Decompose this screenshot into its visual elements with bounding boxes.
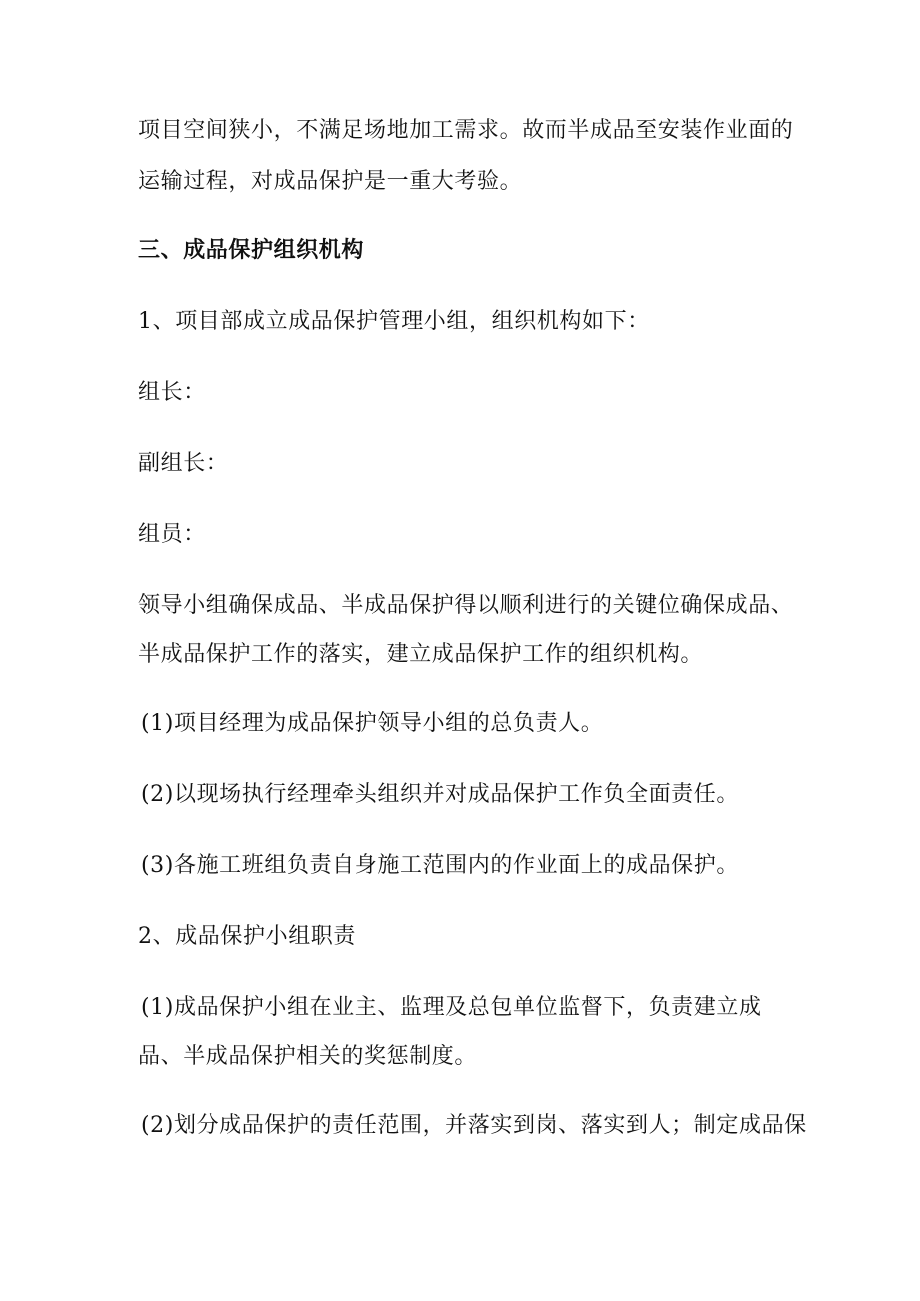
body-text-line: 领导小组确保成品、半成品保护得以顺利进行的关键位确保成品、 xyxy=(138,593,794,618)
team-leader-label: 组长： xyxy=(138,380,206,405)
list-item: (2)划分成品保护的责任范围，并落实到岗、落实到人；制定成品保 xyxy=(141,1113,807,1138)
list-item: (3)各施工班组负责自身施工范围内的作业面上的成品保护。 xyxy=(141,853,739,878)
subsection-heading: 1、项目部成立成品保护管理小组，组织机构如下： xyxy=(138,309,650,334)
team-member-label: 组员： xyxy=(138,522,206,547)
section-heading: 三、成品保护组织机构 xyxy=(138,238,365,263)
list-item: (1)成品保护小组在业主、监理及总包单位监督下，负责建立成 xyxy=(141,995,762,1020)
subsection-heading: 2、成品保护小组职责 xyxy=(138,924,356,949)
body-text-line: 运输过程，对成品保护是一重大考验。 xyxy=(138,169,523,194)
deputy-leader-label: 副组长： xyxy=(138,451,229,476)
list-item-continuation: 品、半成品保护相关的奖惩制度。 xyxy=(138,1044,478,1069)
body-text-line: 半成品保护工作的落实，建立成品保护工作的组织机构。 xyxy=(138,642,704,667)
body-text-line: 项目空间狭小，不满足场地加工需求。故而半成品至安装作业面的 xyxy=(138,118,794,143)
list-item: (1)项目经理为成品保护领导小组的总负责人。 xyxy=(141,711,604,736)
list-item: (2)以现场执行经理牵头组织并对成品保护工作负全面责任。 xyxy=(141,782,739,807)
